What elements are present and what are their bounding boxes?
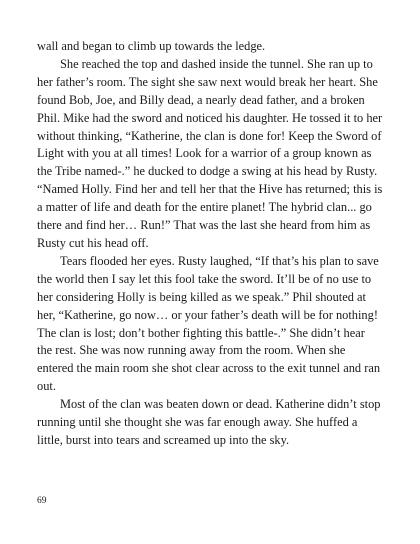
paragraph-tunnel: She reached the top and dashed inside the tunnel. She ran up to her father’s room. The sight she saw next would break her heart. She found Bob, Joe, and Billy dead, a nearly dead father, and a broken Phil. Mike had the sword and noticed his daughter. He tossed it to her without thinking, “Katherine, the clan is done for! Keep the Sword of Light with you at all times! Look for a warrior of a group known as the Tribe named-.” he ducked to dodge a swing at his head by Rusty. “Named Holly. Find her and tell her that the Hive has returned; this is a matter of life and death for the entire planet! The hybrid clan... go there and find her… Run!” That was the last she heard from him as Rusty cut his head off.: [37, 56, 383, 250]
body-text: [37, 38, 383, 450]
page-number: 69: [37, 496, 47, 506]
paragraph-continued: wall and began to climb up towards the ledge.: [37, 39, 266, 53]
paragraph-clan: Most of the clan was beaten down or dead. Katherine didn’t stop running until she thought she was far enough away. She huffed a little, burst into tears and screamed up into the sky.: [37, 397, 381, 447]
paragraph-tears: Tears flooded her eyes. Rusty laughed, “If that’s his plan to save the world then I say let this fool take the sword. It’ll be of no use to her considering Holly is being killed as we speak.” Phil shouted at her, “Katherine, go now… or your father’s death will be for nothing! The clan is lost; don’t bother fighting this battle-.” She didn’t hear the rest. She was now running away from the room. When she entered the main room she shot clear across to the exit tunnel and ran out.: [37, 253, 381, 394]
